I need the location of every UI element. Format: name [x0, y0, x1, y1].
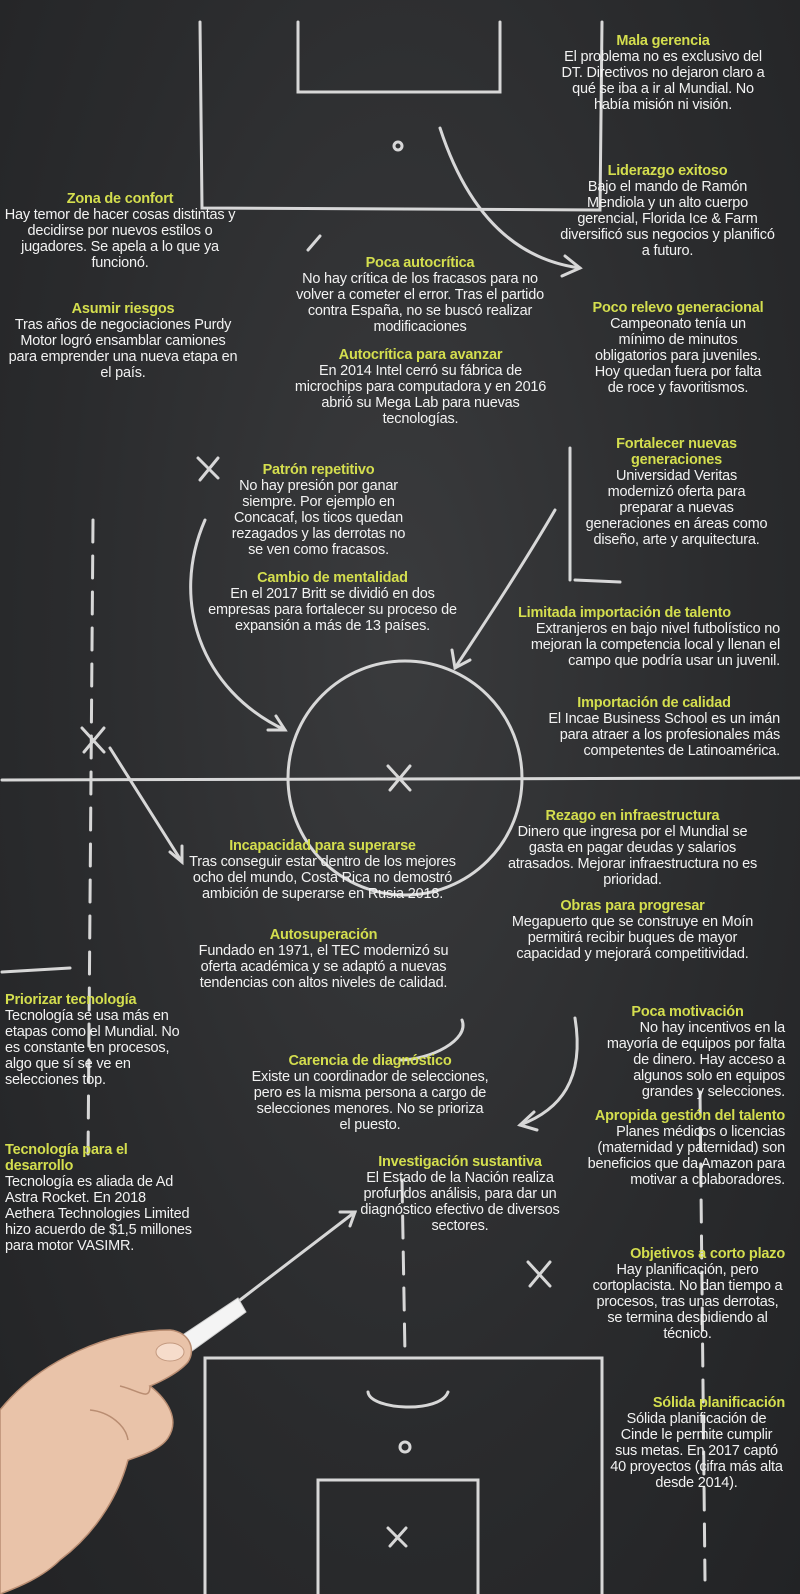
block-solida-planificacion [608, 1395, 785, 1491]
block-apropida-gestion [565, 1108, 785, 1188]
block-title: Autocrítica para avanzar [338, 347, 503, 363]
block-title: Cambio de mentalidad [257, 570, 408, 586]
x-mark [528, 1262, 550, 1286]
block-title: Objetivos a corto plazo [630, 1246, 785, 1262]
block-title: Carencia de diagnóstico [288, 1053, 452, 1069]
block-body: Campeonato tenía un mínimo de minutos obligatorios para juveniles. Hoy quedan fuera por falta de roce y favoritismos. [594, 316, 762, 396]
block-title: Limitada importación de talento [518, 605, 731, 621]
block-body: No hay incentivos en la mayoría de equipos por falta de dinero. Hay acceso a algunos solo en equipos grandes y selecciones. [606, 1020, 785, 1100]
block-body: Universidad Veritas modernizó oferta para preparar a nuevas generaciones en áreas como diseño, arte y arquitectura. [585, 468, 768, 548]
block-title: Poco relevo generacional [592, 300, 764, 316]
block-body: El Estado de la Nación realiza profundos análisis, para dar un diagnóstico efectivo de diversos sectores. [360, 1170, 560, 1234]
block-body: Sólida planificación de Cinde le permite cumplir sus metas. En 2017 captó 40 proyectos (cifra más alta desde 2014). [610, 1411, 783, 1491]
block-title: Liderazgo exitoso [607, 163, 728, 179]
block-title: Fortalecer nuevas generaciones [616, 436, 737, 468]
block-incapacidad [185, 838, 460, 902]
block-body: Tras años de negociaciones Purdy Motor logró ensamblar camiones para emprender una nueva etapa en el país. [8, 317, 238, 381]
block-body: El Incae Business School es un imán para atraer a los profesionales más competentes de Latinoamérica. [548, 711, 780, 759]
block-cambio-mentalidad [200, 570, 465, 634]
block-body: Extranjeros en bajo nivel futbolístico no mejoran la competencia local y llenan el campo que podría usar un juvenil. [530, 621, 780, 669]
x-mark [388, 1528, 406, 1546]
block-body: El problema no es exclusivo del DT. Directivos no dejaron claro a qué se iba a ir al Mundial. No había misión ni visión. [561, 49, 765, 113]
block-body: Existe un coordinador de selecciones, pero es la misma persona a cargo de selecciones menores. No se prioriza el puesto. [251, 1069, 489, 1133]
block-title: Asumir riesgos [71, 301, 175, 317]
block-liderazgo-exitoso [560, 163, 775, 259]
block-body: Tecnología es aliada de Ad Astra Rocket. En 2018 Aethera Technologies Limited hizo acuerdo de $1,5 millones para motor VASIMR. [5, 1174, 192, 1254]
top-penalty-box [200, 22, 602, 210]
bottom-arc [368, 1392, 448, 1407]
block-poca-motivacion [590, 1004, 785, 1100]
block-title: Apropida gestión del talento [594, 1108, 785, 1124]
block-body: En 2014 Intel cerró su fábrica de microchips para computadora y en 2016 abrió su Mega Lab para nuevas tecnologías. [294, 363, 547, 427]
block-body: No hay presión por ganar siempre. Por ejemplo en Concacaf, los ticos quedan rezagados y las derrotas no se ven como fracasos. [231, 478, 406, 558]
block-body: En el 2017 Britt se dividió en dos empresas para fortalecer su proceso de expansión a más de 13 países. [208, 586, 457, 634]
block-body: Bajo el mando de Ramón Mendiola y un alto cuerpo gerencial, Florida Ice & Farm diversificó sus negocios y planificó a futuro. [560, 179, 775, 259]
block-title: Patrón repetitivo [262, 462, 375, 478]
block-title: Importación de calidad [577, 695, 731, 711]
block-body: Hay temor de hacer cosas distintas y decidirse por nuevos estilos o jugadores. Se apela a lo que ya funcionó. [4, 207, 236, 271]
bottom-penalty-box [205, 1358, 602, 1594]
block-body: Megapuerto que se construye en Moín permitirá recibir buques de mayor capacidad y mejorará competitividad. [511, 914, 754, 962]
block-patron-repetitivo [226, 462, 411, 558]
block-obras-progresar [500, 898, 765, 962]
block-objetivos-corto [590, 1246, 785, 1342]
arrow-bottom-left [240, 1212, 355, 1300]
block-body: No hay crítica de los fracasos para no volver a cometer el error. Tras el partido contra España, no se buscó realizar modificaciones [296, 271, 544, 335]
block-body: Hay planificación, pero cortoplacista. No dan tiempo a procesos, tras unas derrotas, se termina despidiendo al técnico. [592, 1262, 783, 1342]
block-rezago-infraestructura [505, 808, 760, 888]
x-mark [198, 458, 218, 480]
block-title: Poca motivación [631, 1004, 744, 1020]
block-title: Mala gerencia [616, 33, 710, 49]
block-investigacion [355, 1154, 565, 1234]
block-limitada-importacion [518, 605, 780, 669]
block-body: Tras conseguir estar dentro de los mejores ocho del mundo, Costa Rica no demostró ambición de superarse en Rusia 2018. [189, 854, 456, 902]
top-goal-area [298, 22, 500, 92]
block-poco-relevo [588, 300, 768, 396]
block-title: Tecnología para el desarrollo [5, 1142, 128, 1174]
block-title: Poca autocrítica [365, 255, 475, 271]
x-mark [82, 728, 104, 752]
block-title: Obras para progresar [560, 898, 705, 914]
block-poca-autocritica [285, 255, 555, 335]
block-mala-gerencia [558, 33, 768, 113]
bottom-penalty-spot [400, 1442, 410, 1452]
block-carencia-diagnostico [250, 1053, 490, 1133]
block-importacion-calidad [528, 695, 780, 759]
block-autosuperacion [186, 927, 461, 991]
block-body: Fundado en 1971, el TEC modernizó su oferta académica y se adaptó a nuevas tendencias con altos niveles de calidad. [198, 943, 449, 991]
block-tecnologia-desarrollo [5, 1142, 195, 1254]
block-body: Planes médicos o licencias (maternidad y paternidad) son beneficios que da Amazon para motivar a colaboradores. [587, 1124, 785, 1188]
block-title: Rezago en infraestructura [545, 808, 720, 824]
arrow-top-curve [440, 128, 580, 268]
block-body: Tecnología se usa más en etapas como el Mundial. No es constante en procesos, algo que sí se ve en selecciones top. [5, 1008, 180, 1088]
block-title: Autosuperación [269, 927, 378, 943]
hand-holding-chalk [0, 1290, 250, 1594]
block-fortalecer-generaciones [585, 436, 768, 548]
block-body: Dinero que ingresa por el Mundial se gasta en pagar deudas y salarios atrasados. Mejorar infraestructura no es prioridad. [507, 824, 758, 888]
block-asumir-riesgos [8, 301, 238, 381]
block-zona-confort [2, 191, 238, 271]
block-autocritica-avanzar [288, 347, 553, 427]
block-title: Investigación sustantiva [378, 1154, 542, 1170]
block-priorizar-tecnologia [5, 992, 190, 1088]
block-title: Priorizar tecnología [5, 992, 137, 1008]
arrow-left-diagonal [110, 748, 182, 862]
block-title: Incapacidad para superarse [229, 838, 416, 854]
block-title: Sólida planificación [652, 1395, 785, 1411]
top-penalty-spot [394, 142, 402, 150]
block-title: Zona de confort [66, 191, 174, 207]
